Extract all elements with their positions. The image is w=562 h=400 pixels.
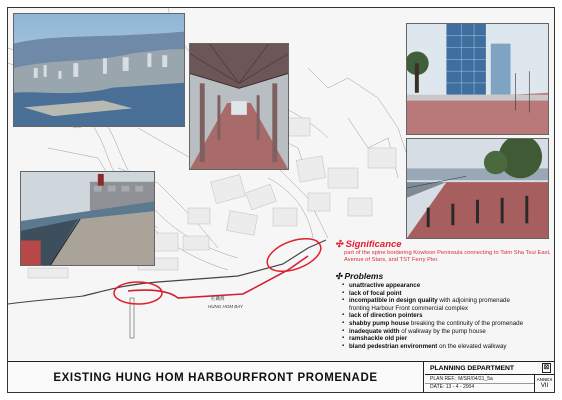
department-block: [425, 362, 554, 393]
significance-text: part of the spine bordering Kowloon Peninsula connecting to Tsim Sha Tsui East, Avenue of Stars, and TST Ferry Pier.: [344, 250, 551, 263]
significance-title: ✣ Significance: [335, 239, 402, 250]
plan-date: DATE: 13 - 4 - 2004: [430, 384, 475, 390]
elevated-walkway-photo: [20, 171, 155, 266]
problem-item: ▪ inadequate width of walkway by the pump house: [349, 328, 555, 336]
plan-reference: PLAN REF.: M/SR/04/21_5a: [430, 376, 493, 382]
problem-item: ▪ shabby pump house breaking the continuity of the promenade: [349, 320, 555, 328]
map-label-hung-hom-bay: HUNG HOM BAY: [208, 304, 243, 309]
significance-title-text: Significance: [345, 239, 402, 250]
problem-item: ▪ unattractive appearance: [349, 282, 555, 290]
annex-number: VII: [540, 383, 549, 389]
drawing-title: EXISTING HUNG HOM HARBOURFRONT PROMENADE: [8, 362, 424, 393]
drawing-frame: [7, 7, 555, 393]
department-name: [425, 362, 554, 375]
problems-title-text: Problems: [344, 271, 384, 281]
problems-section: [335, 272, 555, 350]
annex-box: [534, 375, 554, 393]
problem-item: ▪ lack of direction pointers: [349, 312, 555, 320]
map-label-chinese: 紅磡灣: [211, 297, 225, 302]
covered-walkway-photo: [189, 43, 289, 170]
problems-list: [335, 282, 555, 350]
title-block: [8, 361, 554, 392]
problem-item: ▪ lack of focal point: [349, 290, 555, 298]
department-name-text: PLANNING DEPARTMENT: [430, 365, 515, 372]
problem-item-continuation: fronting Harbour Front commercial complex: [349, 304, 468, 312]
problem-item: ▪ ramshackle old pier: [349, 335, 555, 343]
aerial-photo: [13, 13, 185, 127]
problems-title: ✣ Problems: [335, 271, 384, 281]
tower-promenade-photo: [406, 23, 549, 135]
problem-item: ▪ incompatible in design quality with adjoining promenade: [349, 297, 555, 305]
problem-item: ▪ bland pedestrian environment on the elevated walkway: [349, 343, 555, 351]
department-logo-icon: ☒: [543, 365, 550, 371]
significance-section: [335, 240, 555, 264]
annex-label: ANNEX: [536, 377, 553, 382]
promenade-bollards-photo: [406, 138, 549, 239]
